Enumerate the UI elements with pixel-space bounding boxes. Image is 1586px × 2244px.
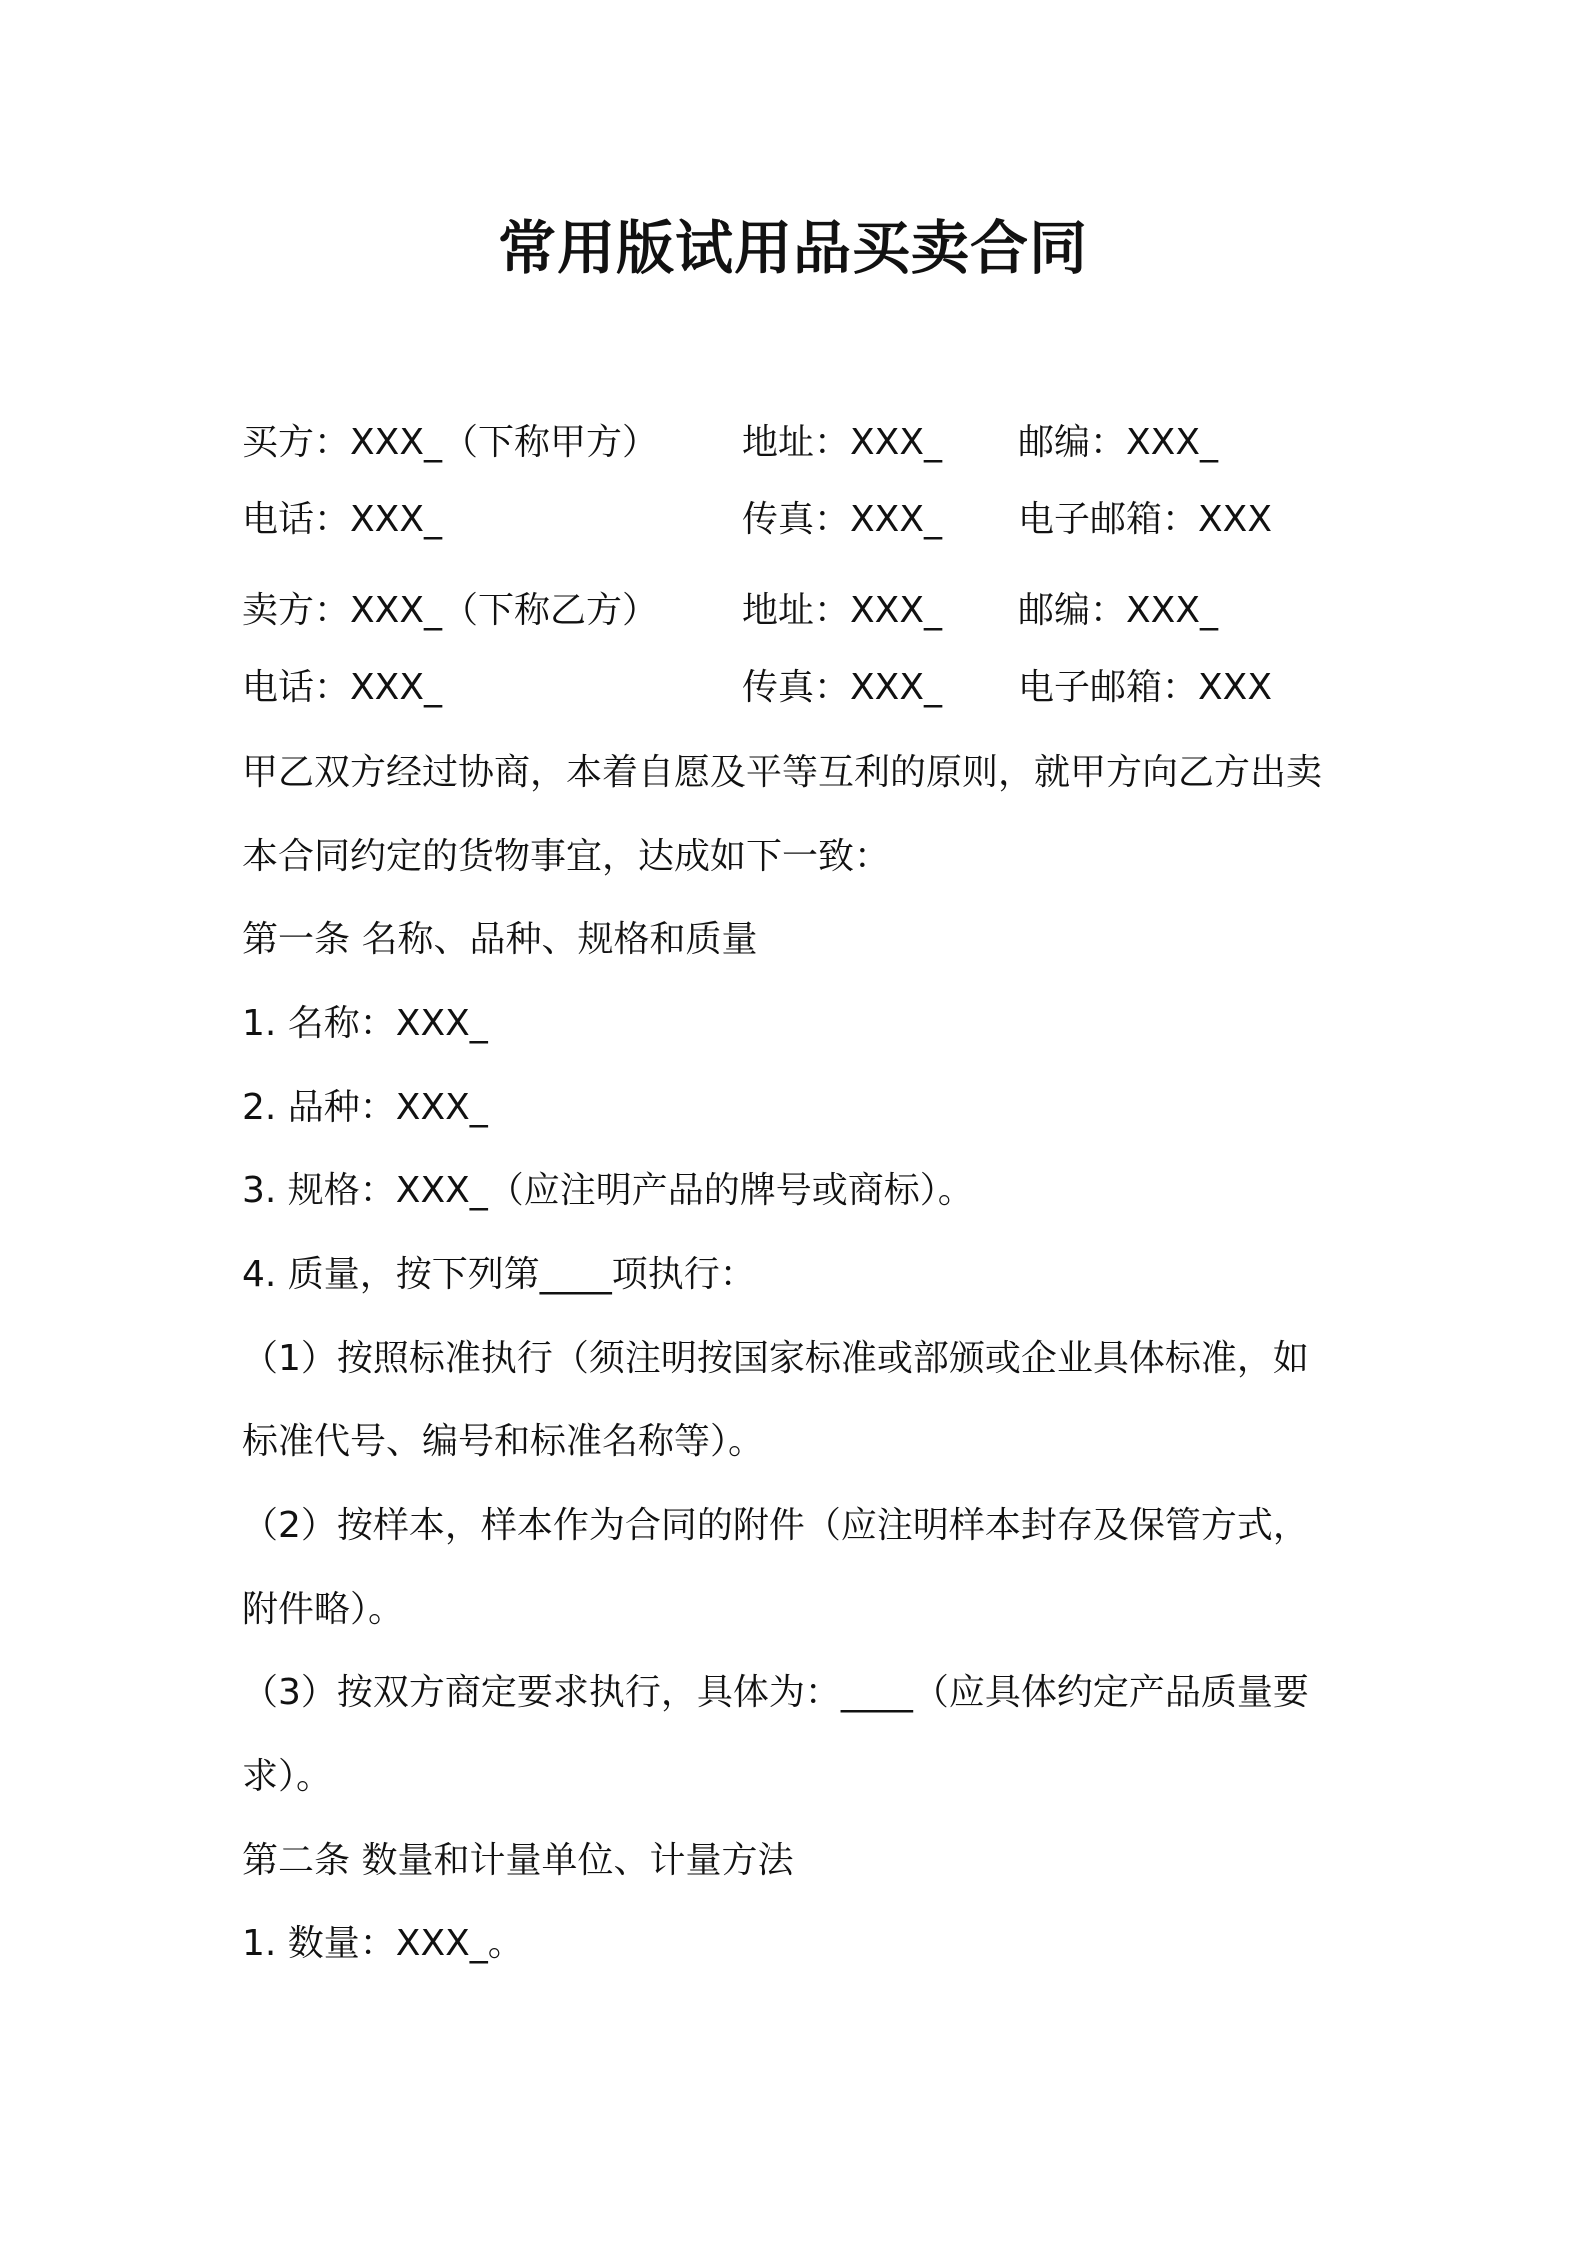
quality-option-1-line-2: 标准代号、编号和标准名称等）。 <box>242 1421 765 1462</box>
buyer-postcode: 邮编：XXX_ <box>1018 422 1218 463</box>
seller-postcode: 邮编：XXX_ <box>1018 590 1218 631</box>
seller-fax: 传真：XXX_ <box>742 667 942 708</box>
clause-1-name: 1. 名称：XXX_ <box>242 1003 488 1044</box>
clause-1-quality: 4. 质量，按下列第____项执行： <box>242 1254 756 1295</box>
clause-1-variety: 2. 品种：XXX_ <box>242 1087 488 1128</box>
buyer-email: 电子邮箱：XXX <box>1018 499 1272 540</box>
seller-name: 卖方：XXX_（下称乙方） <box>242 590 658 631</box>
quality-option-2-line-2: 附件略）。 <box>242 1589 405 1630</box>
seller-address: 地址：XXX_ <box>742 590 942 631</box>
article-1-heading: 第一条 名称、品种、规格和质量 <box>242 919 758 960</box>
intro-line-1: 甲乙双方经过协商，本着自愿及平等互利的原则，就甲方向乙方出卖 <box>242 752 1323 793</box>
quality-option-2-line-1: （2）按样本，样本作为合同的附件（应注明样本封存及保管方式， <box>242 1505 1309 1546</box>
quality-option-1-line-1: （1）按照标准执行（须注明按国家标准或部颁或企业具体标准，如 <box>242 1338 1309 1379</box>
buyer-name: 买方：XXX_（下称甲方） <box>242 422 658 463</box>
buyer-address: 地址：XXX_ <box>742 422 942 463</box>
seller-phone: 电话：XXX_ <box>242 667 442 708</box>
clause-1-spec: 3. 规格：XXX_（应注明产品的牌号或商标）。 <box>242 1170 974 1211</box>
clause-2-quantity: 1. 数量：XXX_。 <box>242 1923 524 1964</box>
quality-option-3-line-2: 求）。 <box>242 1756 333 1797</box>
quality-option-3-line-1: （3）按双方商定要求执行，具体为：____（应具体约定产品质量要 <box>242 1672 1309 1713</box>
article-2-heading: 第二条 数量和计量单位、计量方法 <box>242 1840 794 1881</box>
intro-line-2: 本合同约定的货物事宜，达成如下一致： <box>242 836 891 877</box>
seller-email: 电子邮箱：XXX <box>1018 667 1272 708</box>
document-title: 常用版试用品买卖合同 <box>497 214 1088 282</box>
buyer-phone: 电话：XXX_ <box>242 499 442 540</box>
buyer-fax: 传真：XXX_ <box>742 499 942 540</box>
